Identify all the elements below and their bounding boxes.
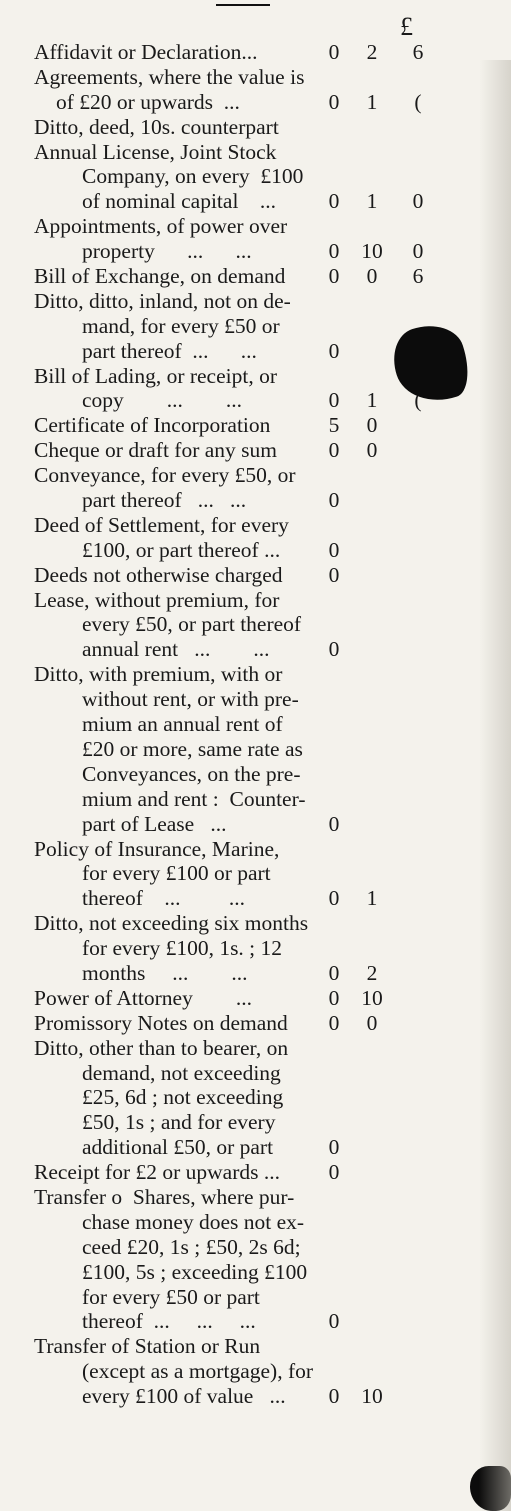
line-text: thereof ... ... ... bbox=[82, 1309, 256, 1334]
line-text: Agreements, where the value is bbox=[34, 64, 305, 89]
duty-line bbox=[34, 1061, 474, 1086]
amount-columns bbox=[328, 960, 474, 986]
pence-value: ( bbox=[414, 89, 422, 114]
duty-line bbox=[34, 588, 474, 613]
line-text: Appointments, of power over bbox=[34, 214, 288, 239]
duty-list bbox=[34, 40, 474, 1409]
pence-value: 0 bbox=[412, 239, 424, 264]
shillings-value: 0 bbox=[366, 1010, 378, 1035]
line-text: £100, or part thereof ... bbox=[82, 537, 281, 562]
line-text: Certificate of Incorporation bbox=[34, 413, 271, 438]
amount-columns bbox=[328, 40, 474, 65]
amount-columns bbox=[328, 537, 474, 563]
shillings-value: 1 bbox=[366, 189, 378, 214]
line-text: Transfer o Shares, where pur- bbox=[34, 1184, 295, 1209]
line-text: Ditto, with premium, with or bbox=[34, 662, 283, 687]
duty-line bbox=[34, 861, 474, 886]
amount-columns bbox=[328, 189, 474, 214]
line-text: Ditto, ditto, inland, not on de- bbox=[34, 288, 291, 313]
pounds-value: 0 bbox=[328, 1309, 340, 1334]
line-text: (except as a mortgage), for bbox=[82, 1359, 314, 1384]
duty-line bbox=[34, 961, 474, 986]
line-text: £100, 5s ; exceeding £100 bbox=[82, 1259, 308, 1284]
duty-line bbox=[34, 513, 474, 538]
amount-columns bbox=[328, 811, 474, 837]
duty-line bbox=[34, 538, 474, 563]
duty-line bbox=[34, 239, 474, 264]
line-text: Promissory Notes on demand bbox=[34, 1010, 288, 1035]
duty-line bbox=[34, 1309, 474, 1334]
duty-line bbox=[34, 264, 474, 289]
line-text: additional £50, or part bbox=[82, 1135, 274, 1160]
line-text: Power of Attorney ... bbox=[34, 985, 252, 1010]
line-text: of £20 or upwards ... bbox=[56, 89, 240, 114]
pounds-value: 0 bbox=[328, 488, 340, 513]
line-text: £50, 1s ; and for every bbox=[82, 1110, 276, 1135]
paper-edge-shadow bbox=[479, 60, 511, 1511]
line-text: Deed of Settlement, for every bbox=[34, 512, 289, 537]
line-text: part of Lease ... bbox=[82, 811, 227, 836]
duty-line bbox=[34, 1085, 474, 1110]
line-text: chase money does not ex- bbox=[82, 1209, 305, 1234]
amount-columns bbox=[328, 886, 474, 911]
pounds-value: 0 bbox=[328, 562, 340, 587]
amount-columns bbox=[328, 413, 474, 438]
pence-value: 6 bbox=[412, 40, 424, 64]
duty-line bbox=[34, 986, 474, 1011]
pounds-value: 0 bbox=[328, 886, 340, 911]
duty-line bbox=[34, 787, 474, 812]
shillings-value: 0 bbox=[366, 264, 378, 289]
pounds-value: 0 bbox=[328, 438, 340, 463]
duty-line bbox=[34, 1185, 474, 1210]
duty-line bbox=[34, 612, 474, 637]
duty-line bbox=[34, 1260, 474, 1285]
line-text: annual rent ... ... bbox=[82, 637, 270, 662]
pounds-value: 0 bbox=[328, 1160, 340, 1185]
amount-columns bbox=[328, 1010, 474, 1036]
pounds-value: 0 bbox=[328, 239, 340, 264]
pence-value: 0 bbox=[412, 189, 424, 214]
duty-line bbox=[34, 1285, 474, 1310]
pounds-value: 5 bbox=[328, 413, 340, 438]
pounds-value: 0 bbox=[328, 985, 340, 1010]
currency-header: £ bbox=[400, 12, 413, 41]
line-text: every £100 of value ... bbox=[82, 1384, 286, 1409]
duty-line bbox=[34, 936, 474, 961]
shillings-value: 10 bbox=[361, 239, 383, 264]
duty-line bbox=[34, 164, 474, 189]
line-text: every £50, or part thereof bbox=[82, 612, 302, 637]
duty-line bbox=[34, 1210, 474, 1235]
line-text: Cheque or draft for any sum bbox=[34, 438, 277, 463]
duty-line bbox=[34, 637, 474, 662]
line-text: for every £100 or part bbox=[82, 861, 271, 886]
duty-line bbox=[34, 1135, 474, 1160]
duty-line bbox=[34, 413, 474, 438]
duty-line bbox=[34, 1359, 474, 1384]
duty-line bbox=[34, 1036, 474, 1061]
duty-line bbox=[34, 886, 474, 911]
duty-line bbox=[34, 1160, 474, 1185]
pounds-value: 0 bbox=[328, 264, 340, 289]
duty-line bbox=[34, 65, 474, 90]
amount-columns bbox=[328, 488, 474, 513]
shillings-value: 2 bbox=[366, 960, 378, 985]
line-text: Conveyance, for every £50, or bbox=[34, 463, 296, 488]
pounds-value: 0 bbox=[328, 537, 340, 562]
pounds-value: 0 bbox=[328, 388, 340, 413]
duty-line bbox=[34, 289, 474, 314]
pounds-value: 0 bbox=[328, 338, 340, 363]
line-text: Bill of Exchange, on demand bbox=[34, 264, 286, 289]
duty-line bbox=[34, 812, 474, 837]
duty-line bbox=[34, 712, 474, 737]
amount-columns bbox=[328, 264, 474, 289]
duty-line bbox=[34, 214, 474, 239]
shillings-value: 0 bbox=[366, 413, 378, 438]
line-text: mium an annual rent of bbox=[82, 712, 283, 737]
duty-line bbox=[34, 1235, 474, 1260]
line-text: thereof ... ... bbox=[82, 886, 246, 911]
duty-line bbox=[34, 1011, 474, 1036]
line-text: part thereof ... ... bbox=[82, 338, 257, 363]
duty-line bbox=[34, 115, 474, 140]
shillings-value: 2 bbox=[366, 40, 378, 64]
line-text: Policy of Insurance, Marine, bbox=[34, 836, 280, 861]
pounds-value: 0 bbox=[328, 811, 340, 836]
amount-columns bbox=[328, 1135, 474, 1160]
duty-line bbox=[34, 563, 474, 588]
line-text: without rent, or with pre- bbox=[82, 687, 299, 712]
duty-line bbox=[34, 140, 474, 165]
line-text: £20 or more, same rate as bbox=[82, 736, 303, 761]
duty-line bbox=[34, 1334, 474, 1359]
line-text: mium and rent : Counter- bbox=[82, 786, 306, 811]
line-text: Ditto, not exceeding six months bbox=[34, 911, 309, 936]
line-text: for every £100, 1s. ; 12 bbox=[82, 936, 283, 961]
line-text: Conveyances, on the pre- bbox=[82, 761, 301, 786]
amount-columns bbox=[328, 637, 474, 662]
pounds-value: 0 bbox=[328, 1384, 340, 1409]
line-text: Affidavit or Declaration... bbox=[34, 40, 258, 64]
shillings-value: 0 bbox=[366, 438, 378, 463]
line-text: property ... ... bbox=[82, 239, 252, 264]
amount-columns bbox=[328, 1384, 474, 1409]
pounds-value: 0 bbox=[328, 1135, 340, 1160]
line-text: Ditto, deed, 10s. counterpart bbox=[34, 114, 279, 139]
duty-line bbox=[34, 687, 474, 712]
line-text: of nominal capital ... bbox=[82, 189, 277, 214]
line-text: mand, for every £50 or bbox=[82, 313, 280, 338]
pence-value: 6 bbox=[412, 264, 424, 289]
line-text: Ditto, other than to bearer, on bbox=[34, 1035, 289, 1060]
line-text: Bill of Lading, or receipt, or bbox=[34, 363, 277, 388]
duty-line bbox=[34, 438, 474, 463]
duty-line bbox=[34, 737, 474, 762]
line-text: Receipt for £2 or upwards ... bbox=[34, 1160, 280, 1185]
duty-line bbox=[34, 1110, 474, 1135]
duty-line bbox=[34, 488, 474, 513]
line-text: ceed £20, 1s ; £50, 2s 6d; bbox=[82, 1234, 301, 1259]
amount-columns bbox=[328, 438, 474, 463]
duty-line bbox=[34, 388, 474, 413]
shillings-value: 1 bbox=[366, 89, 378, 114]
line-text: for every £50 or part bbox=[82, 1284, 260, 1309]
pounds-value: 0 bbox=[328, 637, 340, 662]
duty-line bbox=[34, 837, 474, 862]
pounds-value: 0 bbox=[328, 89, 340, 114]
line-text: Deeds not otherwise charged bbox=[34, 562, 283, 587]
line-text: months ... ... bbox=[82, 960, 248, 985]
pence-value: ( bbox=[414, 388, 422, 413]
shillings-value: 10 bbox=[361, 985, 383, 1010]
pounds-value: 0 bbox=[328, 40, 340, 64]
line-text: demand, not exceeding bbox=[82, 1060, 281, 1085]
shillings-value: 1 bbox=[366, 388, 378, 413]
shillings-value: 10 bbox=[361, 1384, 383, 1409]
duty-line bbox=[34, 911, 474, 936]
duty-line bbox=[34, 40, 474, 65]
shillings-value: 1 bbox=[366, 886, 378, 911]
line-text: part thereof ... ... bbox=[82, 488, 247, 513]
amount-columns bbox=[328, 239, 474, 264]
pounds-value: 0 bbox=[328, 960, 340, 985]
amount-columns bbox=[328, 1160, 474, 1185]
duty-line bbox=[34, 662, 474, 687]
line-text: Transfer of Station or Run bbox=[34, 1334, 261, 1359]
duty-line bbox=[34, 1384, 474, 1409]
line-text: Annual License, Joint Stock bbox=[34, 139, 277, 164]
top-rule bbox=[216, 4, 270, 6]
duty-line bbox=[34, 90, 474, 115]
amount-columns bbox=[328, 89, 474, 115]
amount-columns bbox=[328, 562, 474, 588]
line-text: copy ... ... bbox=[82, 388, 243, 413]
pounds-value: 0 bbox=[328, 189, 340, 214]
duty-line bbox=[34, 463, 474, 488]
amount-columns bbox=[328, 985, 474, 1011]
pounds-value: 0 bbox=[328, 1010, 340, 1035]
amount-columns bbox=[328, 1309, 474, 1334]
line-text: £25, 6d ; not exceeding bbox=[82, 1085, 284, 1110]
duty-line bbox=[34, 762, 474, 787]
line-text: Company, on every £100 bbox=[82, 164, 304, 189]
line-text: Lease, without premium, for bbox=[34, 587, 280, 612]
duty-line bbox=[34, 189, 474, 214]
